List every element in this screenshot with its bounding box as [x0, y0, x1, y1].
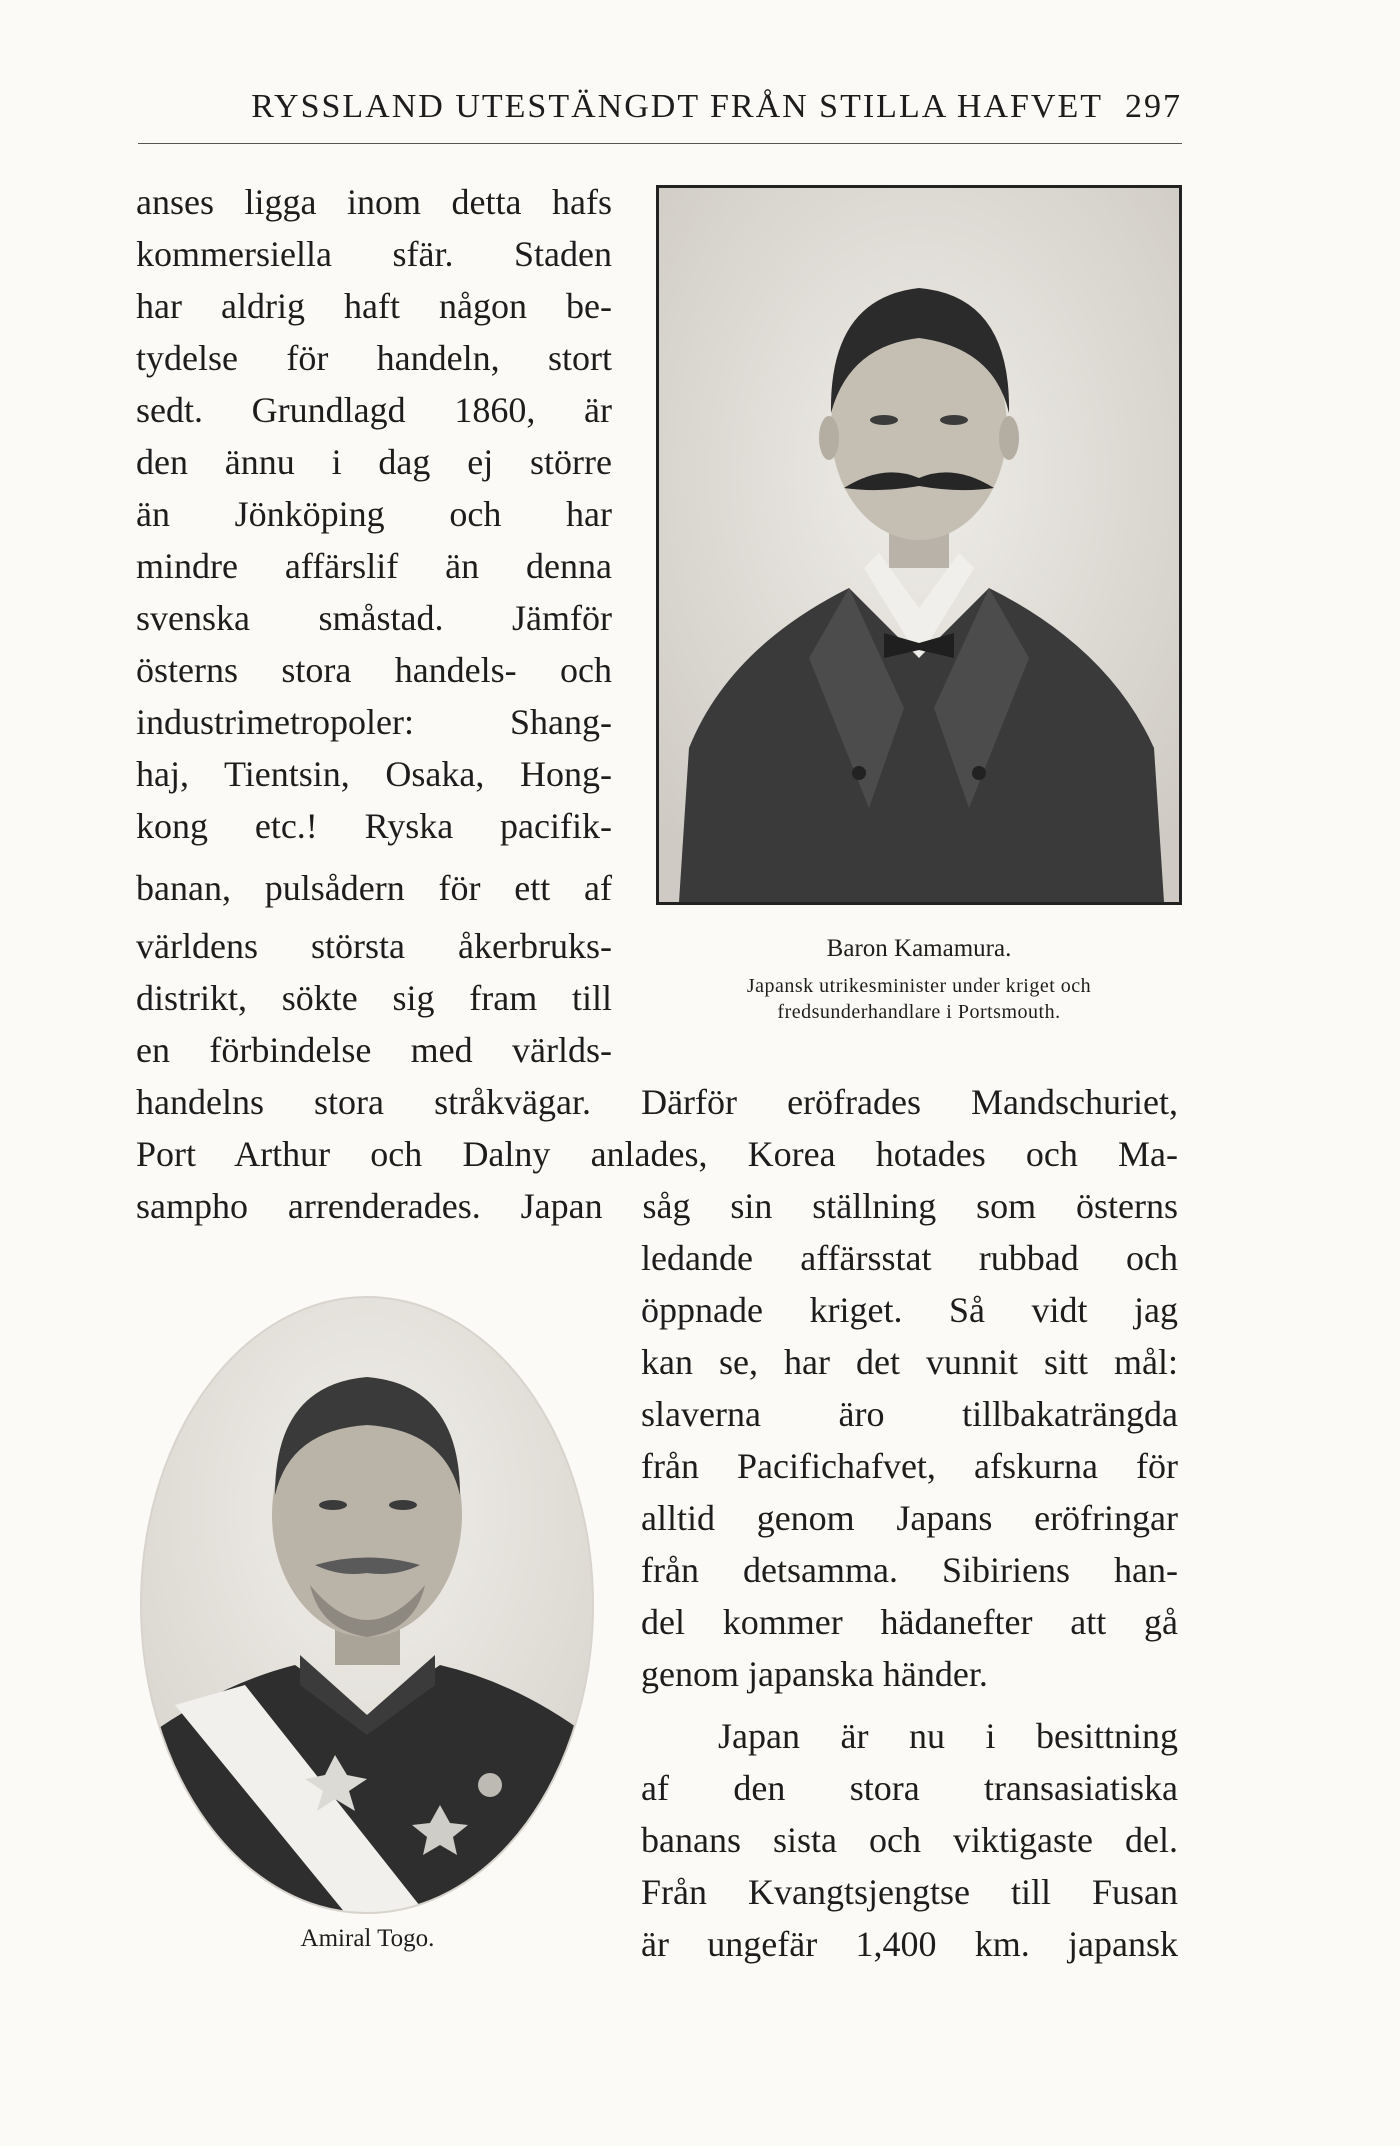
- running-head-title: RYSSLAND UTESTÄNGDT FRÅN STILLA HAFVET: [251, 88, 1103, 125]
- text-line: Från Kvangtsjengtse till Fusan: [641, 1872, 1178, 1912]
- text-line: del kommer hädanefter att gå: [641, 1602, 1178, 1642]
- text-line: distrikt, sökte sig fram till: [136, 978, 612, 1018]
- kamamura-caption-line: fredsunderhandlare i Portsmouth.: [777, 1001, 1061, 1023]
- text-line: sedt. Grundlagd 1860, är: [136, 390, 612, 430]
- text-line: har aldrig haft någon be-: [136, 286, 612, 326]
- text-line: öppnade kriget. Så vidt jag: [641, 1290, 1178, 1330]
- text-line: än Jönköping och har: [136, 494, 612, 534]
- text-line: sampho arrenderades. Japan såg sin ställning som österns: [136, 1186, 1178, 1226]
- text-line: kong etc.! Ryska pacifik-: [136, 806, 612, 846]
- kamamura-caption-text: [656, 973, 1182, 1025]
- text-line: anses ligga inom detta hafs: [136, 182, 612, 222]
- portrait-togo-image: [135, 1285, 600, 1925]
- text-line: Port Arthur och Dalny anlades, Korea hotades och Ma-: [136, 1134, 1178, 1174]
- text-line: från detsamma. Sibiriens han-: [641, 1550, 1178, 1590]
- header-rule: [138, 143, 1182, 144]
- text-line: världens största åkerbruks-: [136, 926, 612, 966]
- text-line: haj, Tientsin, Osaka, Hong-: [136, 754, 612, 794]
- text-line: ledande affärsstat rubbad och: [641, 1238, 1178, 1278]
- text-line: banans sista och viktigaste del.: [641, 1820, 1178, 1860]
- text-line: Japan är nu i besittning: [718, 1716, 1178, 1756]
- kamamura-caption-title: Baron Kamamura.: [826, 935, 1012, 962]
- portrait-togo: [135, 1285, 600, 1925]
- text-line: industrimetropoler: Shang-: [136, 702, 612, 742]
- text-line: genom japanska händer.: [641, 1654, 988, 1694]
- text-line: kommersiella sfär. Staden: [136, 234, 612, 274]
- text-line: österns stora handels- och: [136, 650, 612, 690]
- text-line: en förbindelse med världs-: [136, 1030, 612, 1070]
- text-line: handelns stora stråkvägar. Därför eröfrades Mandschuriet,: [136, 1082, 1178, 1122]
- portrait-kamamura: [656, 185, 1182, 905]
- portrait-kamamura-image: [659, 188, 1179, 902]
- text-line: kan se, har det vunnit sitt mål:: [641, 1342, 1178, 1382]
- running-head: [136, 88, 1182, 126]
- text-line: tydelse för handeln, stort: [136, 338, 612, 378]
- text-line: är ungefär 1,400 km. japansk: [641, 1924, 1178, 1964]
- text-line: banan, pulsådern för ett af: [136, 868, 612, 908]
- text-line: af den stora transasiatiska: [641, 1768, 1178, 1808]
- text-line: från Pacifichafvet, afskurna för: [641, 1446, 1178, 1486]
- page-number: 297: [1125, 88, 1182, 125]
- text-line: alltid genom Japans eröfringar: [641, 1498, 1178, 1538]
- kamamura-caption-line: Japansk utrikesminister under kriget och: [746, 975, 1092, 997]
- text-line: mindre affärslif än denna: [136, 546, 612, 586]
- togo-caption: Amiral Togo.: [300, 1925, 435, 1952]
- text-line: svenska småstad. Jämför: [136, 598, 612, 638]
- text-line: slaverna äro tillbakaträngda: [641, 1394, 1178, 1434]
- text-line: den ännu i dag ej större: [136, 442, 612, 482]
